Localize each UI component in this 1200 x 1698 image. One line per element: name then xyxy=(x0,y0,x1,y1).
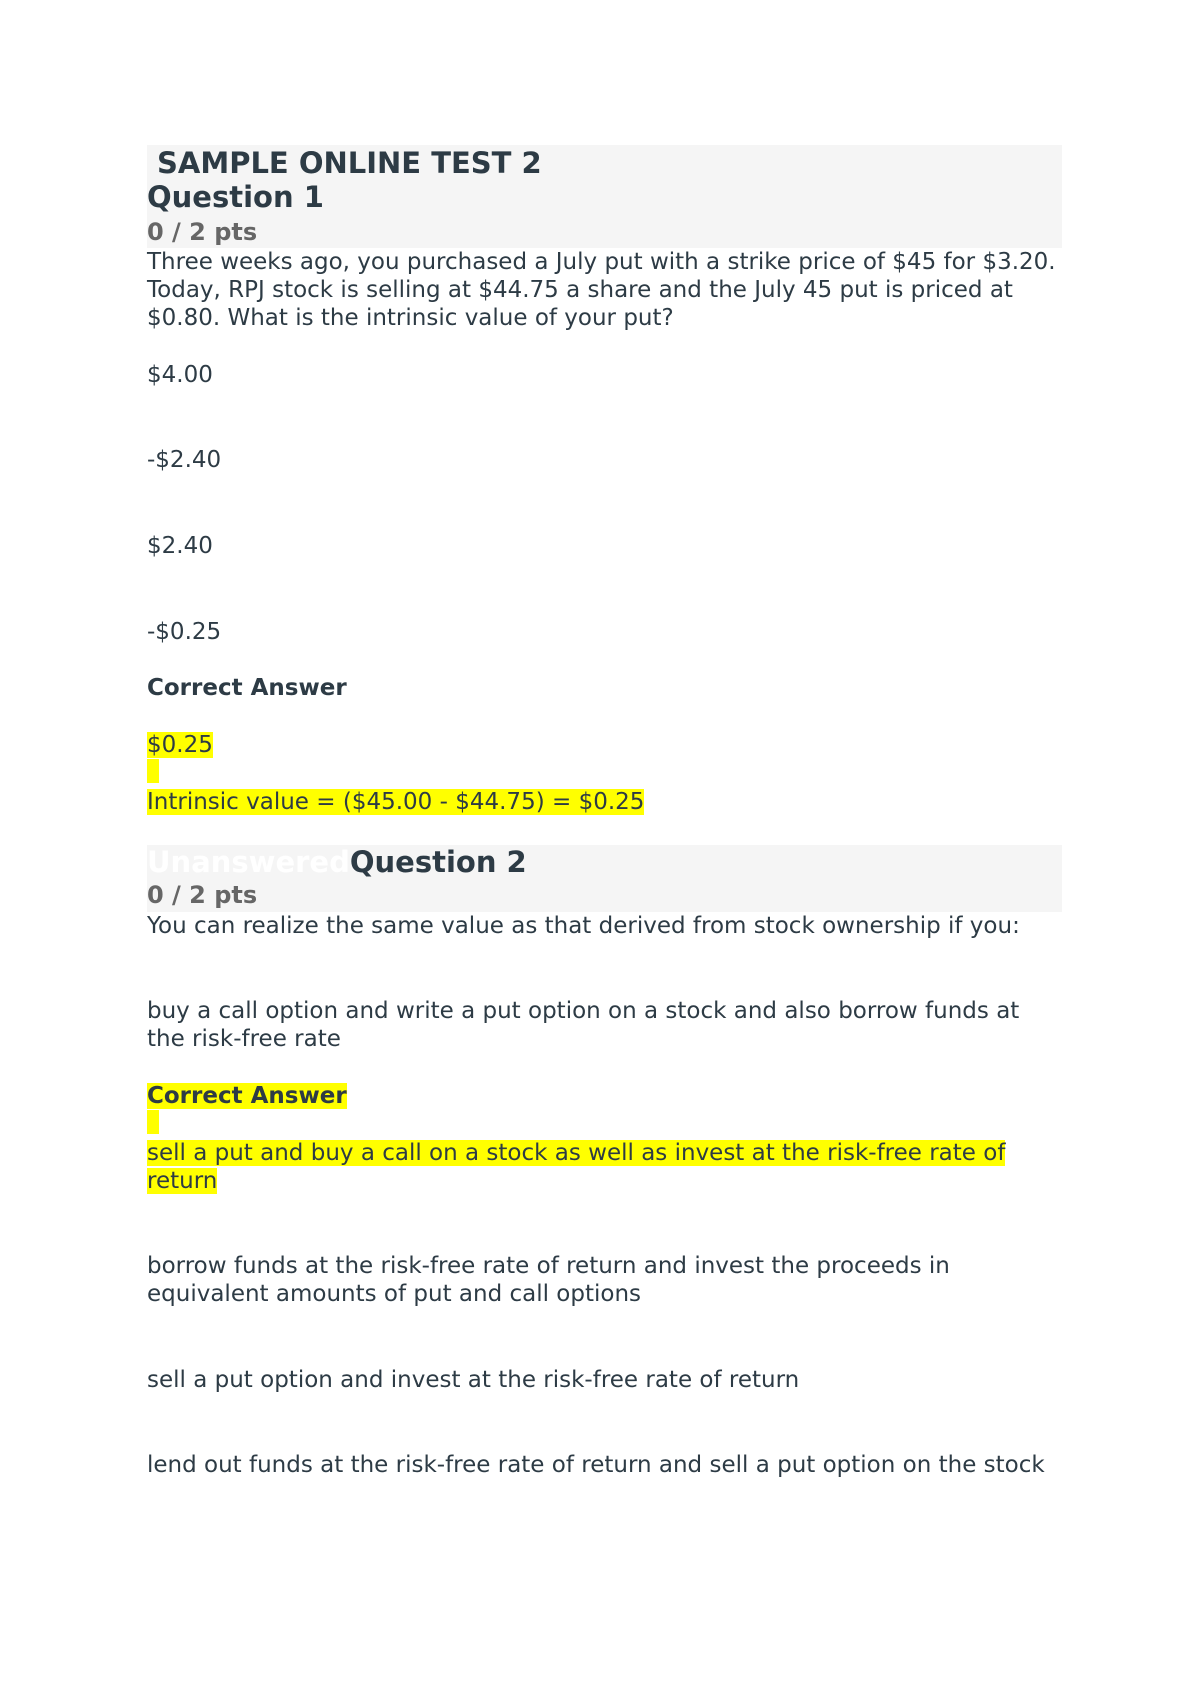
correct-answer-text: $0.25 xyxy=(147,732,213,758)
answer-option[interactable] xyxy=(147,361,1062,389)
question-1-header xyxy=(147,145,1062,248)
answer-option[interactable] xyxy=(147,1366,1062,1394)
answer-label: buy a call option and write a put option on a stock and also borrow funds at the risk-free rate xyxy=(147,998,1020,1052)
question-2-title: Question 2 xyxy=(349,845,527,879)
answer-label: $2.40 xyxy=(147,533,213,559)
answer-label: -$2.40 xyxy=(147,447,222,473)
answer-label: borrow funds at the risk-free rate of return and invest the proceeds in equivalent amounts of put and call options xyxy=(147,1253,950,1307)
explanation-text: Intrinsic value = ($45.00 - $44.75) = $0.25 xyxy=(147,789,645,815)
correct-answer-option[interactable] xyxy=(147,731,1062,783)
question-2-text-block xyxy=(147,912,1062,940)
answer-label: $4.00 xyxy=(147,362,213,388)
answer-option[interactable] xyxy=(147,1451,1062,1479)
question-1-text-block xyxy=(147,248,1062,332)
test-title: SAMPLE ONLINE TEST 2 xyxy=(157,146,542,180)
answer-option[interactable] xyxy=(147,1252,1062,1308)
answer-option[interactable] xyxy=(147,618,1062,646)
correct-answer-label: Correct Answer xyxy=(147,1083,347,1109)
highlight-marker xyxy=(147,1110,159,1134)
answer-option[interactable] xyxy=(147,997,1062,1053)
question-2-text: You can realize the same value as that derived from stock ownership if you: xyxy=(147,913,1020,939)
correct-answer-text: sell a put and buy a call on a stock as well as invest at the risk-free rate of return xyxy=(147,1140,1006,1194)
answer-option[interactable] xyxy=(147,532,1062,560)
unanswered-badge: Unanswered xyxy=(147,845,350,879)
question-1-title: Question 1 xyxy=(147,180,324,214)
correct-answer-label: Correct Answer xyxy=(147,675,347,701)
answer-label: -$0.25 xyxy=(147,619,222,645)
answer-option[interactable] xyxy=(147,446,1062,474)
question-2-points: 0 / 2 pts xyxy=(147,881,258,909)
question-1-points: 0 / 2 pts xyxy=(147,218,258,246)
answer-label: lend out funds at the risk-free rate of return and sell a put option on the stock xyxy=(147,1452,1045,1478)
quiz-page xyxy=(147,145,1062,1478)
explanation-block xyxy=(147,788,1062,816)
answer-label: sell a put option and invest at the risk-free rate of return xyxy=(147,1367,800,1393)
correct-answer-option[interactable] xyxy=(147,1139,1062,1195)
correct-answer-label-block xyxy=(147,1082,1062,1134)
correct-answer-label-block xyxy=(147,674,1062,702)
question-1-text: Three weeks ago, you purchased a July put with a strike price of $45 for $3.20. Today, RPJ stock is selling at $44.75 a share and the July 45 put is priced at $0.80. What is the intrinsic value of your put? xyxy=(147,249,1056,331)
question-2-header xyxy=(147,845,1062,912)
highlight-marker xyxy=(147,759,159,783)
